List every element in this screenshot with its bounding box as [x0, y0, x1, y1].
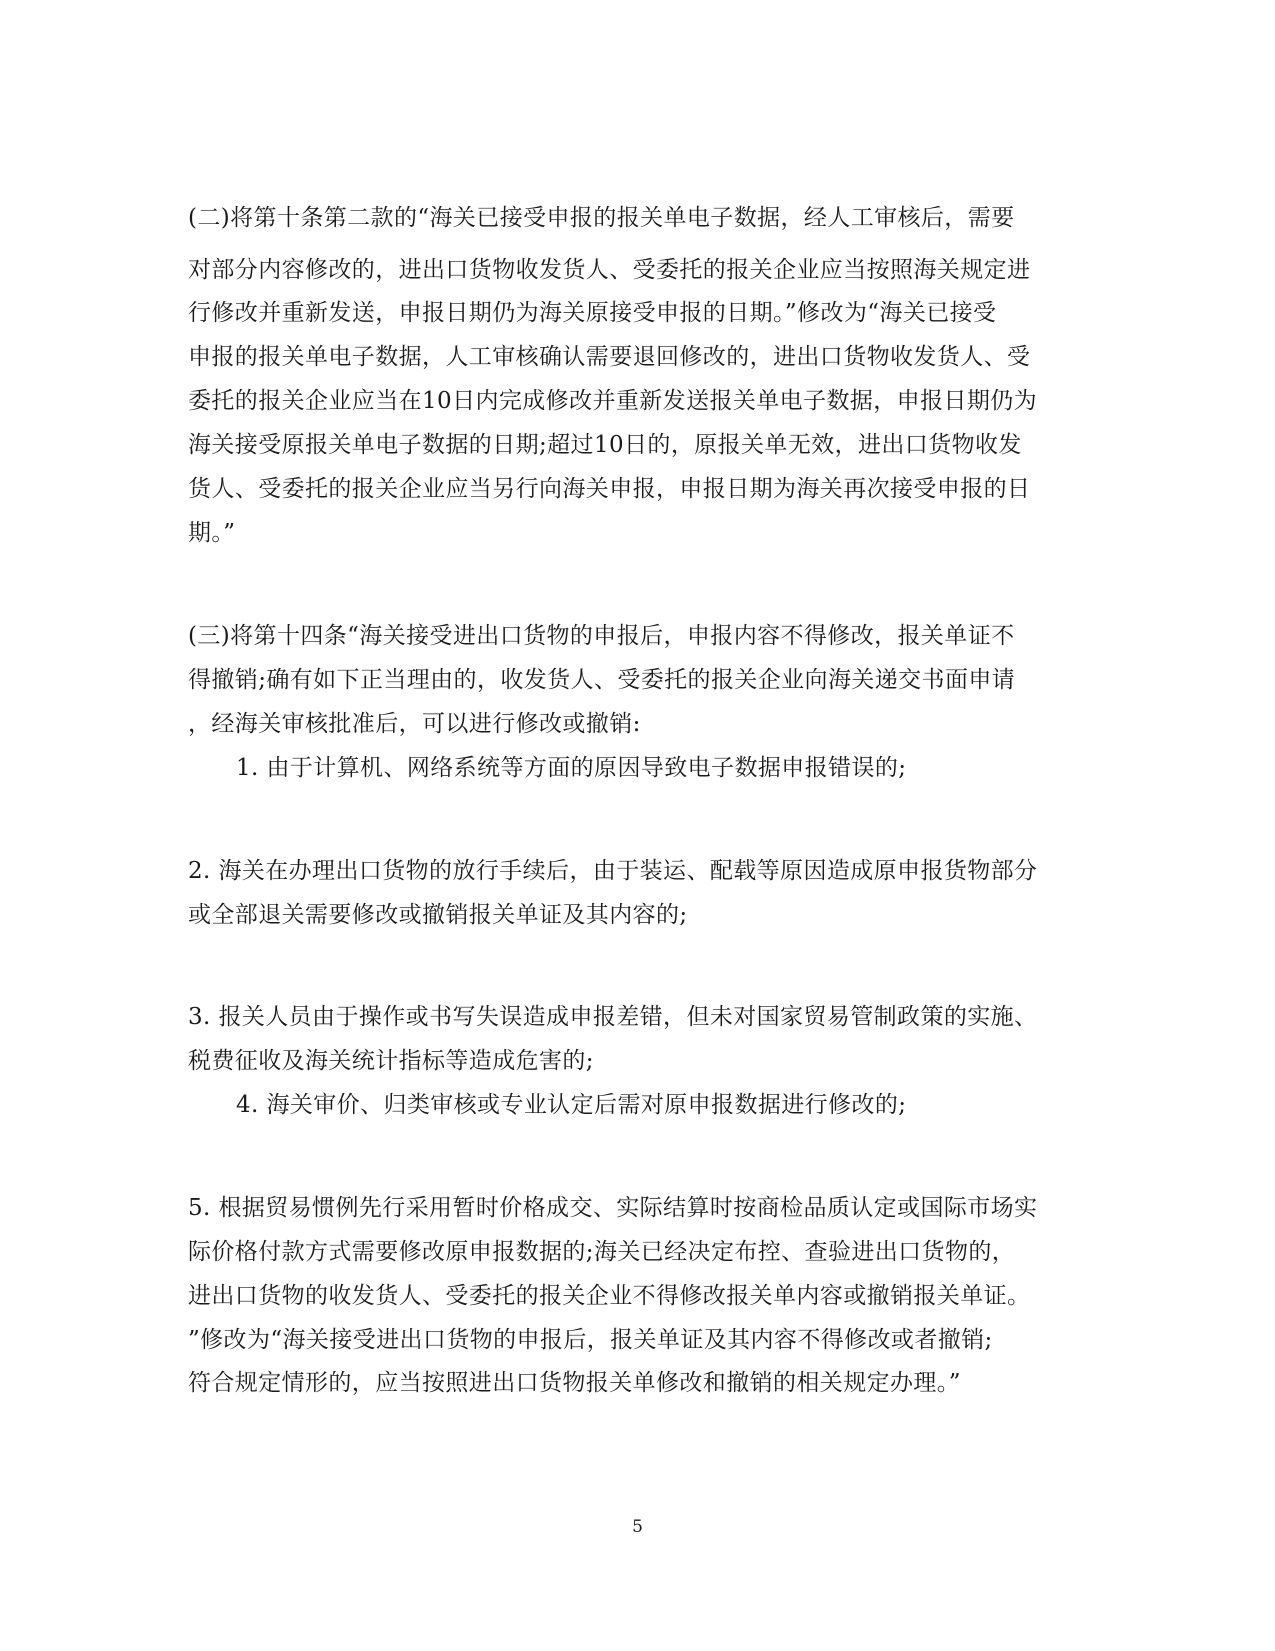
page-number: 5	[632, 1517, 643, 1537]
text-line: 申报的报关单电子数据，人工审核确认需要退回修改的，进出口货物收发货人、受	[188, 344, 1031, 370]
text-line: 2. 海关在办理出口货物的放行手续后，由于装运、配载等原因造成原申报货物部分	[188, 858, 1038, 884]
text-line: (三)将第十四条“海关接受进出口货物的申报后，申报内容不得修改，报关单证不	[188, 623, 1015, 649]
text-line: 际价格付款方式需要修改原申报数据的;海关已经决定布控、查验进出口货物的，	[188, 1239, 1016, 1265]
text-line: ”修改为“海关接受进出口货物的申报后，报关单证及其内容不得修改或者撤销;	[188, 1327, 993, 1353]
text-line: 税费征收及海关统计指标等造成危害的;	[188, 1048, 594, 1074]
text-line: 行修改并重新发送，申报日期仍为海关原接受申报的日期。”修改为“海关已接受	[188, 300, 997, 326]
text-line: 符合规定情形的，应当按照进出口货物报关单修改和撤销的相关规定办理。”	[188, 1370, 961, 1396]
text-line: 委托的报关企业应当在10日内完成修改并重新发送报关单电子数据，申报日期仍为	[188, 388, 1038, 414]
text-line: 3. 报关人员由于操作或书写失误造成申报差错，但未对国家贸易管制政策的实施、	[188, 1004, 1038, 1030]
text-line: 海关接受原报关单电子数据的日期;超过10日的，原报关单无效，进出口货物收发	[188, 432, 1022, 458]
text-line: 货人、受委托的报关企业应当另行向海关申报，申报日期为海关再次接受申报的日	[188, 476, 1031, 502]
text-line: 4. 海关审价、归类审核或专业认定后需对原申报数据进行修改的;	[236, 1092, 907, 1118]
text-line: 得撤销;确有如下正当理由的，收发货人、受委托的报关企业向海关递交书面申请	[188, 667, 1016, 693]
text-line: 1. 由于计算机、网络系统等方面的原因导致电子数据申报错误的;	[236, 755, 907, 781]
text-line: ，经海关审核批准后，可以进行修改或撤销:	[188, 711, 641, 737]
text-line: 期。”	[188, 520, 236, 546]
text-line: 5. 根据贸易惯例先行采用暂时价格成交、实际结算时按商检品质认定或国际市场实	[188, 1195, 1038, 1221]
text-line: 或全部退关需要修改或撤销报关单证及其内容的;	[188, 902, 688, 928]
text-line: (二)将第十条第二款的“海关已接受申报的报关单电子数据，经人工审核后，需要	[188, 205, 1015, 231]
text-line: 进出口货物的收发货人、受委托的报关企业不得修改报关单内容或撤销报关单证。	[188, 1283, 1031, 1309]
text-line: 对部分内容修改的，进出口货物收发货人、受委托的报关企业应当按照海关规定进	[188, 257, 1031, 283]
